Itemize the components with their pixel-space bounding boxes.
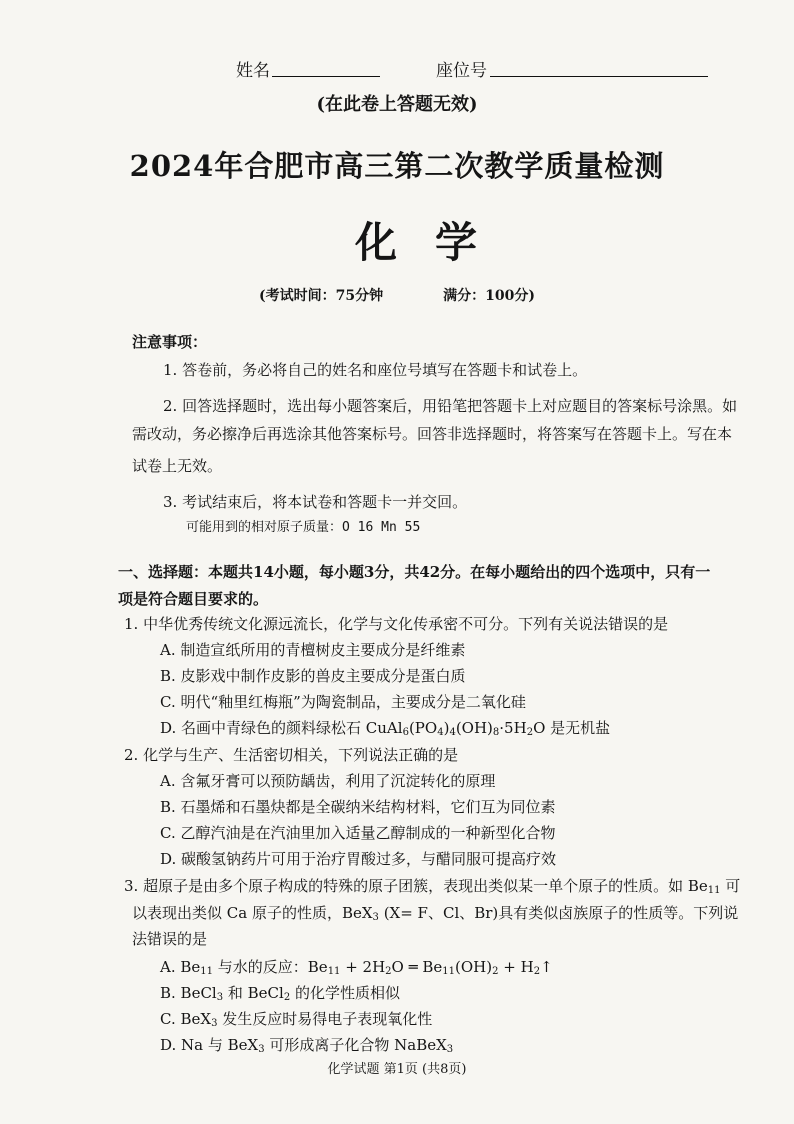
- q1-option-c: C. 明代“釉里红梅瓶”为陶瓷制品，主要成分是二氧化硅: [160, 693, 526, 711]
- exam-full-score: 满分：100分): [443, 288, 535, 304]
- subject-title: 化学: [354, 218, 515, 267]
- atomic-mass-note: 可能用到的相对原子质量：O 16 Mn 55: [186, 520, 421, 535]
- exam-timing: [0, 285, 794, 305]
- instruction-2-line1: 2. 回答选择题时，选出每小题答案后，用铅笔把答题卡上对应题目的答案标号涂黑。如: [163, 397, 738, 415]
- section1-heading-line2: 项是符合题目要求的。: [118, 590, 269, 608]
- name-blank-line: [272, 76, 380, 77]
- q2-option-d: D. 碳酸氢钠药片可用于治疗胃酸过多，与醋同服可提高疗效: [160, 850, 557, 868]
- q2-option-b: B. 石墨烯和石墨炔都是全碳纳米结构材料，它们互为同位素: [160, 798, 556, 816]
- page-footer: 化学试题 第1页 (共8页): [327, 1062, 467, 1077]
- instruction-2-line3: 试卷上无效。: [132, 457, 223, 475]
- name-label: 姓名: [236, 61, 270, 81]
- q3-option-d: D. Na 与 BeX$_3$ 可形成离子化合物 NaBeX$_3$: [160, 1036, 454, 1055]
- q3-option-b: B. BeCl$_3$ 和 BeCl$_2$ 的化学性质相似: [160, 984, 400, 1003]
- q3-stem-line1: 3. 超原子是由多个原子构成的特殊的原子团簇，表现出类似某一单个原子的性质。如 $Be_{11}$ 可: [124, 877, 741, 896]
- instruction-2-line2: 需改动，务必擦净后再选涂其他答案标号。回答非选择题时，将答案写在答题卡上。写在本: [132, 425, 733, 443]
- q1-option-a: A. 制造宣纸所用的青檀树皮主要成分是纤维素: [160, 641, 466, 659]
- q1-option-b: B. 皮影戏中制作皮影的兽皮主要成分是蛋白质: [160, 667, 466, 685]
- instruction-1: 1. 答卷前，务必将自己的姓名和座位号填写在答题卡和试卷上。: [163, 361, 588, 379]
- q3-stem-line2: 以表现出类似 Ca 原子的性质，BeX$_3$ (X= F、Cl、Br)具有类似卤族原子的性质等。下列说: [132, 904, 739, 923]
- q1-option-d: D. 名画中青绿色的颜料绿松石 $CuAl_6(PO_4)_4(OH)_8\cdot 5H_2O$ 是无机盐: [160, 719, 611, 738]
- q3-stem-line3: 法错误的是: [132, 930, 208, 948]
- candidate-info-row: [0, 54, 794, 84]
- q3-option-c: C. BeX$_3$ 发生反应时易得电子表现氧化性: [160, 1010, 433, 1029]
- instructions-heading: 注意事项：: [132, 333, 208, 351]
- section1-heading-line1: 一、选择题：本题共14小题，每小题3分，共42分。在每小题给出的四个选项中，只有一: [118, 563, 711, 581]
- instruction-3: 3. 考试结束后，将本试卷和答题卡一并交回。: [163, 493, 468, 511]
- answer-invalid-notice: (在此卷上答题无效): [316, 94, 478, 115]
- exam-title: 2024年合肥市高三第二次教学质量检测: [129, 149, 665, 183]
- q3-option-a: A. $Be_{11}$ 与水的反应：$Be_{11} + 2H_2O$ ═ $Be_{11}(OH)_2$ + $H_2↑$: [160, 958, 553, 977]
- seat-label: 座位号: [436, 61, 487, 81]
- q2-option-a: A. 含氟牙膏可以预防龋齿，利用了沉淀转化的原理: [160, 772, 496, 790]
- exam-time: (考试时间：75分钟: [259, 288, 384, 304]
- q1-stem: 1. 中华优秀传统文化源远流长，化学与文化传承密不可分。下列有关说法错误的是: [124, 615, 669, 633]
- q2-option-c: C. 乙醇汽油是在汽油里加入适量乙醇制成的一种新型化合物: [160, 824, 556, 842]
- seat-blank-line: [490, 76, 708, 77]
- q2-stem: 2. 化学与生产、生活密切相关，下列说法正确的是: [124, 746, 459, 764]
